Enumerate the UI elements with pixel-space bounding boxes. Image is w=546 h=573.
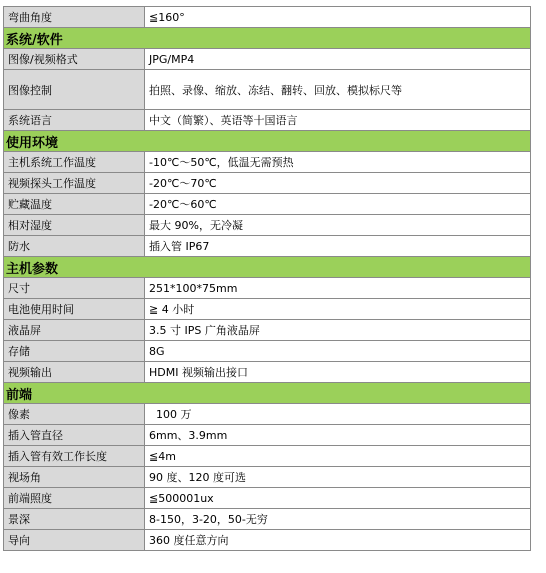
- spec-label: 前端照度: [4, 488, 145, 509]
- spec-row: [4, 320, 531, 341]
- spec-row: [4, 509, 531, 530]
- spec-value: 251*100*75mm: [145, 278, 531, 299]
- spec-value: 最大 90%，无冷凝: [145, 215, 531, 236]
- spec-value: ≧ 4 小时: [145, 299, 531, 320]
- spec-row: [4, 446, 531, 467]
- section-header-row: [4, 383, 531, 404]
- spec-row: [4, 404, 531, 425]
- spec-row: [4, 341, 531, 362]
- spec-label: 弯曲角度: [4, 7, 145, 28]
- spec-row: [4, 173, 531, 194]
- spec-row: [4, 488, 531, 509]
- spec-row: [4, 299, 531, 320]
- spec-label: 图像控制: [4, 70, 145, 110]
- spec-row: [4, 215, 531, 236]
- spec-label: 电池使用时间: [4, 299, 145, 320]
- spec-value: 插入管 IP67: [145, 236, 531, 257]
- spec-value: HDMI 视频输出接口: [145, 362, 531, 383]
- spec-row: [4, 110, 531, 131]
- spec-table-body: [4, 7, 531, 551]
- spec-row: [4, 236, 531, 257]
- spec-value: 90 度、120 度可选: [145, 467, 531, 488]
- spec-value: 3.5 寸 IPS 广角液晶屏: [145, 320, 531, 341]
- spec-value: -10℃～50℃，低温无需预热: [145, 152, 531, 173]
- spec-value: 8-150，3-20，50-无穷: [145, 509, 531, 530]
- spec-row: [4, 194, 531, 215]
- spec-value: -20℃～70℃: [145, 173, 531, 194]
- spec-value: ≦4m: [145, 446, 531, 467]
- spec-label: 贮藏温度: [4, 194, 145, 215]
- spec-row: [4, 152, 531, 173]
- spec-label: 景深: [4, 509, 145, 530]
- spec-value: -20℃～60℃: [145, 194, 531, 215]
- spec-label: 尺寸: [4, 278, 145, 299]
- spec-label: 导向: [4, 530, 145, 551]
- spec-label: 相对湿度: [4, 215, 145, 236]
- spec-label: 视场角: [4, 467, 145, 488]
- section-title: 前端: [4, 383, 531, 404]
- spec-label: 像素: [4, 404, 145, 425]
- spec-value: 6mm、3.9mm: [145, 425, 531, 446]
- spec-row: [4, 530, 531, 551]
- spec-row: [4, 7, 531, 28]
- spec-value: ≦160°: [145, 7, 531, 28]
- spec-label: 图像/视频格式: [4, 49, 145, 70]
- section-title: 主机参数: [4, 257, 531, 278]
- spec-label: 系统语言: [4, 110, 145, 131]
- section-title: 使用环境: [4, 131, 531, 152]
- spec-row: [4, 70, 531, 110]
- spec-label: 视频输出: [4, 362, 145, 383]
- spec-label: 插入管有效工作长度: [4, 446, 145, 467]
- spec-table: [3, 6, 531, 551]
- spec-label: 视频探头工作温度: [4, 173, 145, 194]
- section-header-row: [4, 131, 531, 152]
- section-header-row: [4, 28, 531, 49]
- spec-value: 100 万: [145, 404, 531, 425]
- spec-row: [4, 362, 531, 383]
- section-header-row: [4, 257, 531, 278]
- spec-row: [4, 49, 531, 70]
- spec-label: 防水: [4, 236, 145, 257]
- spec-row: [4, 467, 531, 488]
- section-title: 系统/软件: [4, 28, 531, 49]
- spec-label: 插入管直径: [4, 425, 145, 446]
- spec-row: [4, 278, 531, 299]
- spec-value: 360 度任意方向: [145, 530, 531, 551]
- spec-label: 主机系统工作温度: [4, 152, 145, 173]
- spec-value: 中文（简繁）、英语等十国语言: [145, 110, 531, 131]
- spec-row: [4, 425, 531, 446]
- spec-value: ≦500001ux: [145, 488, 531, 509]
- spec-label: 液晶屏: [4, 320, 145, 341]
- spec-value: JPG/MP4: [145, 49, 531, 70]
- spec-value: 8G: [145, 341, 531, 362]
- spec-label: 存储: [4, 341, 145, 362]
- spec-value: 拍照、录像、缩放、冻结、翻转、回放、模拟标尺等: [145, 70, 531, 110]
